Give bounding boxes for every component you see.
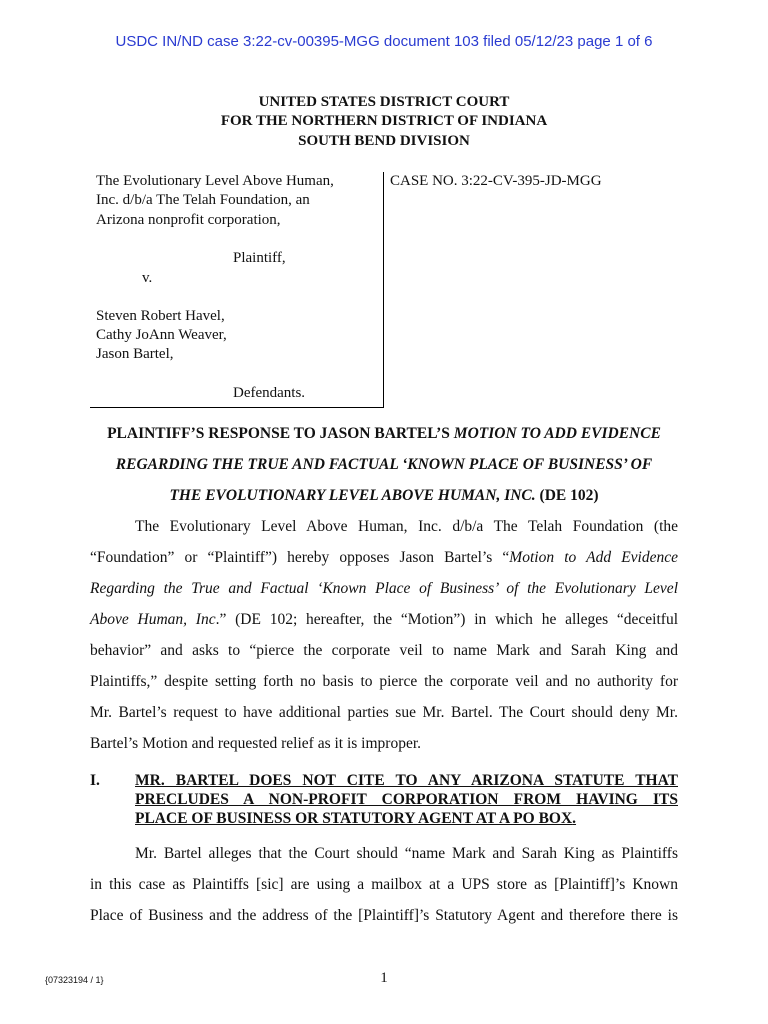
filing-stamp: USDC IN/ND case 3:22-cv-00395-MGG document 103 filed 05/12/23 page 1 of 6: [115, 33, 653, 50]
document-id: {07323194 / 1}: [45, 975, 104, 985]
case-number: CASE NO. 3:22-CV-395-JD-MGG: [390, 173, 602, 189]
heading-line: [135, 810, 576, 828]
heading-text: PLACE OF BUSINESS OR STATUTORY AGENT AT A PO BOX: [135, 810, 573, 827]
paragraph-line: Plaintiffs,” despite setting forth no basis to pierce the corporate veil and no authority for: [90, 673, 678, 690]
plaintiff-name-line3: Arizona nonprofit corporation,: [96, 212, 281, 228]
title-docket-ref: (DE 102): [535, 487, 599, 504]
court-district: FOR THE NORTHERN DISTRICT OF INDIANA: [220, 113, 548, 129]
defendant-role: Defendants.: [233, 385, 306, 401]
paragraph-line: [90, 549, 678, 567]
defendant-bartel: Jason Bartel,: [96, 346, 174, 362]
plaintiff-role: Plaintiff,: [233, 250, 286, 266]
paragraph-line: behavior” and asks to “pierce the corporate veil to name Mark and Sarah King and: [90, 642, 678, 659]
court-division: SOUTH BEND DIVISION: [298, 133, 470, 149]
text-run: “Foundation” or “Plaintiff”) hereby opposes Jason Bartel’s “: [90, 549, 510, 566]
paragraph-line: [90, 611, 678, 629]
title-motion-name: REGARDING THE TRUE AND FACTUAL ‘KNOWN PLACE OF BUSINESS’ OF: [115, 456, 653, 473]
heading-line: MR. BARTEL DOES NOT CITE TO ANY ARIZONA STATUTE THAT: [135, 772, 678, 789]
caption-vertical-rule: [383, 172, 384, 408]
title-text: PLAINTIFF’S RESPONSE TO JASON BARTEL’S: [107, 425, 454, 442]
plaintiff-name-line2: Inc. d/b/a The Telah Foundation, an: [96, 192, 310, 208]
title-motion-name: THE EVOLUTIONARY LEVEL ABOVE HUMAN, INC.: [169, 487, 536, 504]
paragraph-line: Mr. Bartel alleges that the Court should “name Mark and Sarah King as Plaintiffs: [135, 845, 678, 862]
paragraph-line: Mr. Bartel’s request to have additional parties sue Mr. Bartel. The Court should deny Mr.: [90, 704, 678, 721]
text-run: .” (DE 102; hereafter, the “Motion”) in which he alleges “deceitful: [215, 611, 679, 628]
title-line3: [0, 487, 768, 505]
text-run-italic: Motion to Add Evidence: [509, 549, 679, 566]
page-number: 1: [380, 970, 388, 986]
title-line1: [0, 425, 768, 443]
title-motion-name: MOTION TO ADD EVIDENCE: [453, 425, 661, 442]
paragraph-line: The Evolutionary Level Above Human, Inc. d/b/a The Telah Foundation (the: [135, 518, 678, 535]
title-line2: [0, 456, 768, 474]
paragraph-line: in this case as Plaintiffs [sic] are using a mailbox at a UPS store as [Plaintiff]’s Known: [90, 876, 678, 893]
plaintiff-name-line1: The Evolutionary Level Above Human,: [96, 173, 334, 189]
caption-horizontal-rule: [90, 407, 384, 408]
paragraph-line: [90, 580, 678, 598]
court-name: UNITED STATES DISTRICT COURT: [258, 94, 510, 110]
text-run-italic: Regarding the True and Factual ‘Known Place of Business’ of the Evolutionary Level: [90, 580, 678, 597]
heading-line: PRECLUDES A NON-PROFIT CORPORATION FROM HAVING ITS: [135, 791, 678, 808]
section-number: I.: [90, 772, 100, 789]
defendant-weaver: Cathy JoAnn Weaver,: [96, 327, 227, 343]
text-run-italic: Above Human, Inc: [90, 611, 216, 628]
versus: v.: [142, 270, 153, 286]
paragraph-line: Place of Business and the address of the [Plaintiff]’s Statutory Agent and therefore there is: [90, 907, 678, 924]
defendant-havel: Steven Robert Havel,: [96, 308, 225, 324]
paragraph-line: Bartel’s Motion and requested relief as it is improper.: [90, 735, 422, 752]
heading-period: .: [572, 810, 577, 827]
